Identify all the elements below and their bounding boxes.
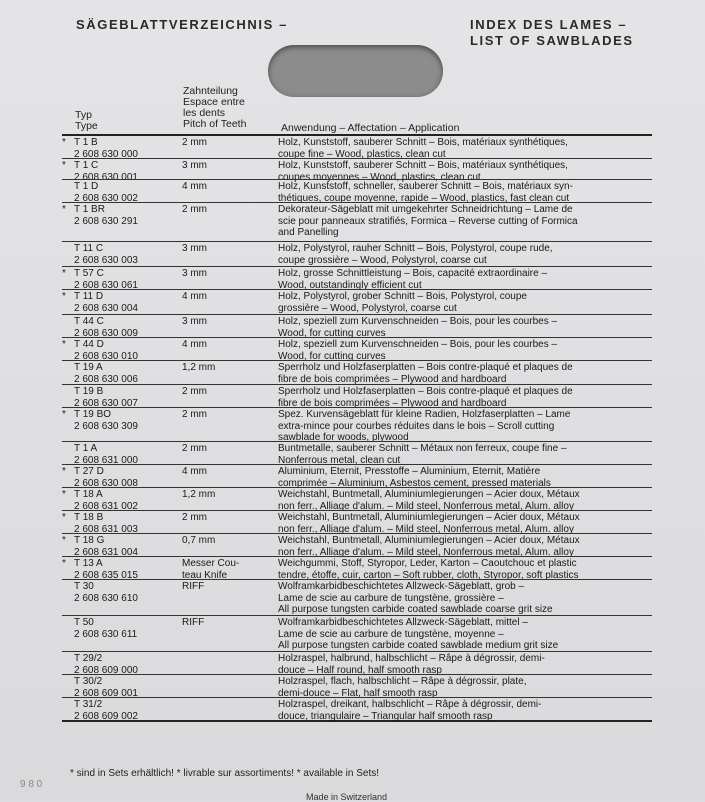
application-line: Wolframkarbidbeschichtetes Allzweck-Sägeblatt, mittel –: [278, 617, 528, 628]
title-french-english: [470, 17, 634, 49]
blade-order-number: 2 608 630 009: [74, 327, 138, 339]
blade-order-number: 2 608 609 001: [74, 687, 138, 699]
pitch-cell: 2 mm: [182, 409, 207, 420]
table-row: [62, 556, 652, 579]
application-line: Dekorateur-Sägeblatt mit umgekehrter Schneidrichtung – Lame de: [278, 204, 573, 215]
table-row: [62, 510, 652, 533]
application-cell: [278, 581, 656, 616]
blade-type-cell: [62, 362, 180, 385]
pitch-cell: 4 mm: [182, 291, 207, 302]
application-cell: [278, 489, 656, 512]
application-cell: [278, 268, 656, 291]
application-line: Weichstahl, Buntmetall, Aluminiumlegierungen – Acier doux, Métaux: [278, 489, 580, 500]
hang-hole: [268, 45, 443, 97]
application-line: tendre, étoffe, cuir, carton – Soft rubber, cloth, Styropor, soft plastics: [278, 569, 579, 581]
table-row: [62, 134, 652, 158]
application-line: Lame de scie au carbure de tungstène, moyenne –: [278, 628, 504, 640]
application-cell: [278, 339, 656, 362]
pitch-cell: 2 mm: [182, 512, 207, 523]
set-available-marker: *: [62, 339, 66, 350]
application-line: non ferr., Alliage d'alum. – Mild steel, Nonferrous metal, Alum. alloy: [278, 500, 574, 512]
blade-type-name: T 30: [74, 581, 94, 592]
column-header-application: Anwendung – Affectation – Application: [281, 122, 460, 134]
set-available-marker: *: [62, 204, 66, 215]
blade-type-name: T 30/2: [74, 676, 103, 687]
blade-type-name: T 29/2: [74, 653, 103, 664]
application-line: Nonferrous metal, clean cut: [278, 454, 401, 466]
application-line: Sperrholz und Holzfaserplatten – Bois contre-plaqué et plaques de: [278, 362, 573, 373]
pitch-cell: 2 mm: [182, 204, 207, 215]
application-line: All purpose tungsten carbide coated sawblade coarse grit size: [278, 604, 553, 615]
pitch-cell: 0,7 mm: [182, 535, 216, 546]
blade-order-number: 2 608 630 000: [74, 148, 138, 160]
application-line: Holz, Kunststoff, schneller, sauberer Schnitt – Bois, matériaux syn-: [278, 181, 573, 192]
application-line: scie pour panneaux stratifiés, Formica – Reverse cutting of Formica: [278, 215, 578, 227]
pitch-cell: 1,2 mm: [182, 362, 216, 373]
table-row: [62, 158, 652, 183]
application-cell: [278, 291, 656, 314]
blade-type-name: T 1 D: [74, 181, 99, 192]
application-line: extra-mince pour courbes réduites dans le bois – Scroll cutting: [278, 420, 555, 432]
blade-type-cell: [62, 137, 180, 160]
application-line: Lame de scie au carbure de tungstène, grossière –: [278, 592, 504, 604]
application-line: Holz, Polystyrol, grober Schnitt – Bois, Polystyrol, coupe: [278, 291, 527, 302]
application-line: coupe grossière – Wood, Polystyrol, coarse cut: [278, 254, 487, 266]
blade-order-number: 2 608 631 003: [74, 523, 138, 535]
application-line: Holz, speziell zum Kurvenschneiden – Bois, pour les courbes –: [278, 339, 558, 350]
application-line: Spez. Kurvensägeblatt für kleine Radien, Holzfaserplatten – Lame: [278, 409, 571, 420]
application-line: All purpose tungsten carbide coated sawblade medium grit size: [278, 640, 559, 651]
blade-order-number: 2 608 630 291: [74, 215, 138, 227]
pitch-cell: 1,2 mm: [182, 489, 216, 500]
blade-type-name: T 44 C: [74, 316, 104, 327]
blade-type-cell: [62, 181, 180, 204]
table-row: [62, 533, 652, 556]
blade-type-cell: [62, 316, 180, 339]
application-line: fibre de bois comprimées – Plywood and hardboard: [278, 373, 507, 385]
blade-order-number: 2 608 609 000: [74, 664, 138, 676]
table-row: [62, 384, 652, 407]
footnote: * sind in Sets erhältlich! * livrable sur assortiments! * available in Sets!: [70, 768, 380, 779]
blade-type-cell: [62, 653, 180, 676]
application-line: Sperrholz und Holzfaserplatten – Bois contre-plaqué et plaques de: [278, 386, 573, 397]
application-line: Aluminium, Eternit, Presstoffe – Aluminium, Eternit, Matière: [278, 466, 541, 477]
blade-type-name: T 18 G: [74, 535, 105, 546]
blade-type-name: T 18 B: [74, 512, 104, 523]
blade-type-name: T 11 C: [74, 243, 104, 254]
application-cell: [278, 362, 656, 385]
pitch-cell: 3 mm: [182, 268, 207, 279]
application-line: Wood, outstandingly efficient cut: [278, 279, 422, 291]
pitch-cell: 4 mm: [182, 339, 207, 350]
table-row: [62, 179, 652, 202]
blade-order-number: 2 608 630 008: [74, 477, 138, 489]
blade-type-name: T 44 D: [74, 339, 104, 350]
blade-type-cell: [62, 409, 180, 432]
pitch-cell: 3 mm: [182, 316, 207, 327]
application-line: demi-douce – Flat, half smooth rasp: [278, 687, 438, 699]
application-line: Wood, for cutting curves: [278, 350, 386, 362]
application-line: Weichgummi, Stoff, Styropor, Leder, Karton – Caoutchouc et plastic: [278, 558, 577, 569]
set-available-marker: *: [62, 466, 66, 477]
set-available-marker: *: [62, 409, 66, 420]
title-english: LIST OF SAWBLADES: [470, 33, 634, 48]
blade-type-cell: [62, 699, 180, 722]
application-line: Holz, speziell zum Kurvenschneiden – Bois, pour les courbes –: [278, 316, 558, 327]
blade-type-cell: [62, 676, 180, 699]
set-available-marker: *: [62, 558, 66, 569]
pitch-cell: 4 mm: [182, 181, 207, 192]
blade-type-name: T 1 C: [74, 160, 99, 171]
application-line: Buntmetalle, sauberer Schnitt – Métaux non ferreux, coupe fine –: [278, 443, 567, 454]
blade-order-number: 2 608 631 000: [74, 454, 138, 466]
table-row: [62, 314, 652, 337]
application-cell: [278, 443, 656, 466]
table-row: [62, 360, 652, 384]
pitch-cell: Messer Cou- teau Knife: [182, 558, 240, 581]
blade-type-name: T 18 A: [74, 489, 103, 500]
set-available-marker: *: [62, 512, 66, 523]
blade-order-number: 2 608 630 061: [74, 279, 138, 291]
application-line: Wolframkarbidbeschichtetes Allzweck-Sägeblatt, grob –: [278, 581, 525, 592]
blade-type-name: T 1 A: [74, 443, 98, 454]
blade-type-name: T 1 B: [74, 137, 98, 148]
blade-type-cell: [62, 558, 180, 581]
application-cell: [278, 137, 656, 160]
sawblade-table: [62, 134, 652, 722]
application-line: coupes moyennes – Wood, plastics, clean cut: [278, 171, 481, 183]
application-line: thétiques, coupe moyenne, rapide – Wood, plastics, fast clean cut: [278, 192, 570, 204]
table-row: [62, 697, 652, 720]
application-line: grossière – Wood, Polystyrol, coarse cut: [278, 302, 457, 314]
application-cell: [278, 466, 656, 489]
blade-order-number: 2 608 630 002: [74, 192, 138, 204]
blade-order-number: 2 608 630 010: [74, 350, 138, 362]
application-line: and Panelling: [278, 227, 339, 238]
blade-order-number: 2 608 630 309: [74, 420, 138, 432]
blade-order-number: 2 608 630 004: [74, 302, 138, 314]
application-line: Weichstahl, Buntmetall, Aluminiumlegierungen – Acier doux, Métaux: [278, 535, 580, 546]
application-line: Weichstahl, Buntmetall, Aluminiumlegierungen – Acier doux, Métaux: [278, 512, 580, 523]
application-cell: [278, 676, 656, 699]
blade-type-name: T 19 B: [74, 386, 104, 397]
pitch-cell: 4 mm: [182, 466, 207, 477]
blade-type-cell: [62, 489, 180, 512]
blade-order-number: 2 608 631 002: [74, 500, 138, 512]
blade-order-number: 2 608 635 015: [74, 569, 138, 581]
table-row: [62, 651, 652, 674]
blade-type-name: T 19 A: [74, 362, 103, 373]
application-cell: [278, 409, 656, 444]
blade-type-cell: [62, 268, 180, 291]
table-row: [62, 202, 652, 241]
set-available-marker: *: [62, 291, 66, 302]
application-cell: [278, 243, 656, 266]
blade-order-number: 2 608 630 003: [74, 254, 138, 266]
set-available-marker: *: [62, 137, 66, 148]
application-cell: [278, 316, 656, 339]
pitch-cell: 2 mm: [182, 443, 207, 454]
blade-type-cell: [62, 339, 180, 362]
stamp-number: 9 8 0: [20, 779, 43, 790]
table-row: [62, 266, 652, 289]
table-row: [62, 241, 652, 266]
blade-type-name: T 27 D: [74, 466, 104, 477]
application-line: Holzraspel, dreikant, halbschlicht – Râpe à dégrossir, demi-: [278, 699, 542, 710]
application-line: Holzraspel, halbrund, halbschlicht – Râpe à dégrossir, demi-: [278, 653, 545, 664]
blade-type-name: T 50: [74, 617, 94, 628]
blade-type-cell: [62, 581, 180, 604]
table-row: [62, 407, 652, 441]
blade-order-number: 2 608 630 006: [74, 373, 138, 385]
title-french: INDEX DES LAMES –: [470, 17, 628, 32]
pitch-cell: RIFF: [182, 581, 205, 592]
application-cell: [278, 204, 656, 239]
blade-order-number: 2 608 631 004: [74, 546, 138, 558]
pitch-cell: 3 mm: [182, 243, 207, 254]
blade-order-number: 2 608 630 611: [74, 628, 138, 640]
blade-type-cell: [62, 466, 180, 489]
application-line: Holzraspel, flach, halbschlicht – Râpe à dégrossir, plate,: [278, 676, 527, 687]
application-line: Holz, Kunststoff, sauberer Schnitt – Bois, matériaux synthétiques,: [278, 160, 568, 171]
table-row: [62, 464, 652, 487]
blade-type-cell: [62, 535, 180, 558]
application-line: Wood, for cutting curves: [278, 327, 386, 339]
table-row: [62, 674, 652, 697]
blade-order-number: 2 608 630 610: [74, 592, 138, 604]
blade-type-name: T 13 A: [74, 558, 103, 569]
blade-order-number: 2 608 630 001: [74, 171, 138, 183]
application-line: comprimée – Aluminium, Asbestos cement, pressed materials: [278, 477, 551, 489]
made-in-label: Made in Switzerland: [306, 792, 388, 802]
application-line: fibre de bois comprimées – Plywood and hardboard: [278, 397, 507, 409]
blade-type-cell: [62, 204, 180, 227]
table-row: [62, 615, 652, 651]
set-available-marker: *: [62, 160, 66, 171]
application-line: Holz, Kunststoff, sauberer Schnitt – Bois, matériaux synthétiques,: [278, 137, 568, 148]
application-cell: [278, 617, 656, 652]
blade-type-cell: [62, 243, 180, 266]
application-line: douce, triangulaire – Triangular half smooth rasp: [278, 710, 493, 722]
application-line: coupe fine – Wood, plastics, clean cut: [278, 148, 446, 160]
application-cell: [278, 653, 656, 676]
table-row: [62, 441, 652, 464]
application-cell: [278, 699, 656, 722]
application-cell: [278, 535, 656, 558]
application-line: non ferr., Alliage d'alum. – Mild steel, Nonferrous metal, Alum. alloy: [278, 523, 574, 535]
table-row: [62, 487, 652, 510]
blade-type-cell: [62, 291, 180, 314]
blade-order-number: 2 608 630 007: [74, 397, 138, 409]
blade-type-cell: [62, 512, 180, 535]
blade-type-cell: [62, 617, 180, 640]
blade-type-name: T 11 D: [74, 291, 104, 302]
blade-type-cell: [62, 443, 180, 466]
pitch-cell: 2 mm: [182, 137, 207, 148]
table-row: [62, 289, 652, 314]
pitch-cell: RIFF: [182, 617, 205, 628]
application-cell: [278, 386, 656, 409]
application-cell: [278, 181, 656, 204]
set-available-marker: *: [62, 535, 66, 546]
blade-type-name: T 57 C: [74, 268, 104, 279]
application-line: Holz, grosse Schnittleistung – Bois, capacité extraordinaire –: [278, 268, 548, 279]
application-cell: [278, 558, 656, 581]
blade-order-number: 2 608 609 002: [74, 710, 138, 722]
application-line: sawblade for woods, plywood: [278, 432, 409, 443]
title-german: SÄGEBLATTVERZEICHNIS –: [76, 17, 288, 32]
pitch-cell: 2 mm: [182, 386, 207, 397]
application-line: douce – Half round, half smooth rasp: [278, 664, 442, 676]
set-available-marker: *: [62, 489, 66, 500]
column-header-type: Typ Type: [75, 109, 98, 132]
table-row: [62, 337, 652, 360]
application-cell: [278, 512, 656, 535]
table-row: [62, 579, 652, 615]
application-line: non ferr., Alliage d'alum. – Mild steel, Nonferrous metal, Alum. alloy: [278, 546, 574, 558]
column-header-pitch: Zahnteilung Espace entre les dents Pitch of Teeth: [183, 85, 247, 130]
set-available-marker: *: [62, 268, 66, 279]
blade-type-cell: [62, 386, 180, 409]
pitch-cell: 3 mm: [182, 160, 207, 171]
blade-type-name: T 1 BR: [74, 204, 105, 215]
blade-type-name: T 19 BO: [74, 409, 112, 420]
application-line: Holz, Polystyrol, rauher Schnitt – Bois, Polystyrol, coupe rude,: [278, 243, 553, 254]
blade-type-name: T 31/2: [74, 699, 103, 710]
